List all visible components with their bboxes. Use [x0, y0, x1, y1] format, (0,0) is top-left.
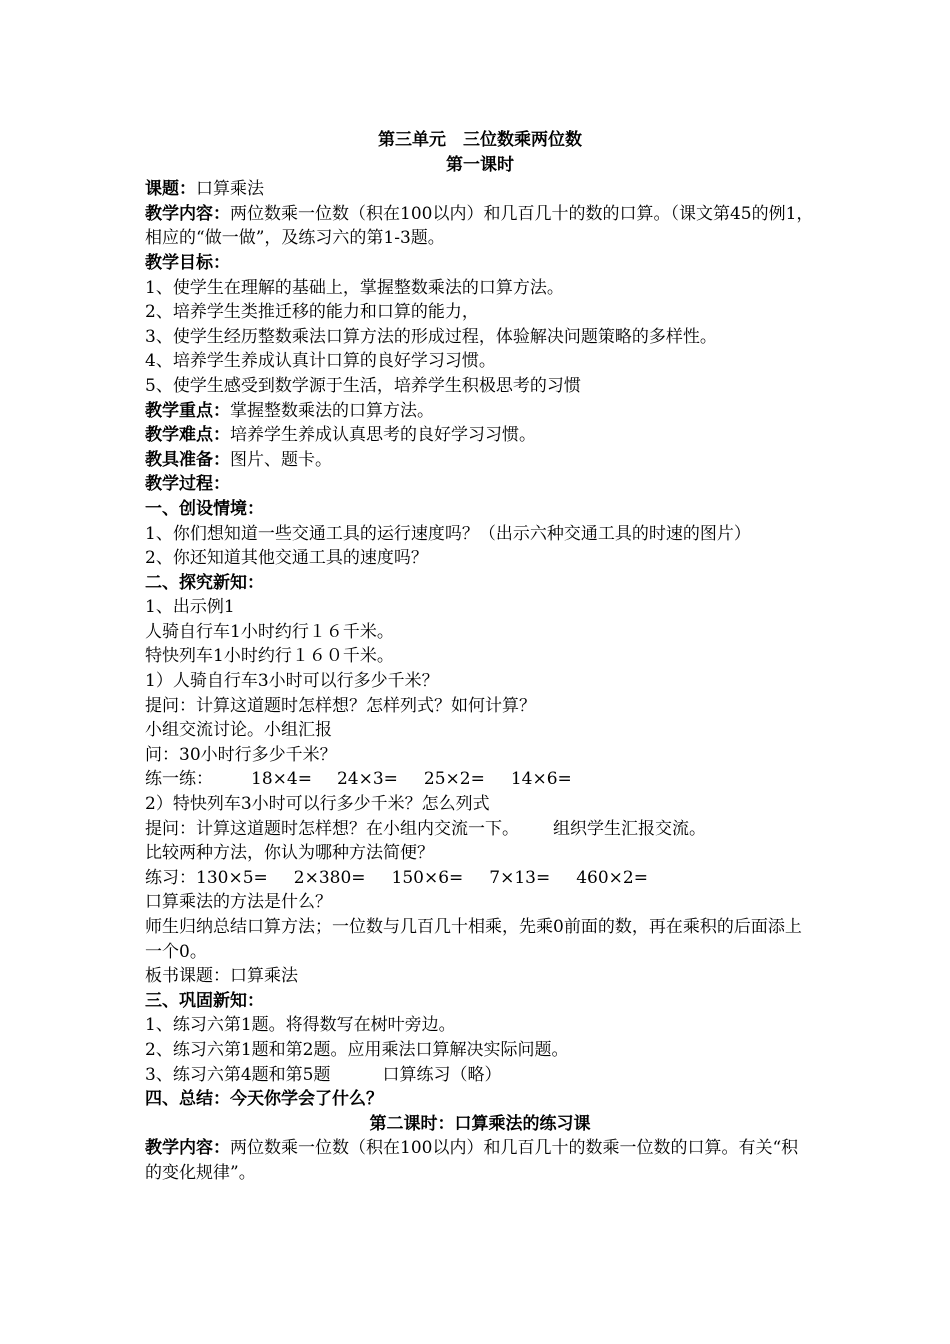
prompt-line: 提问：计算这道题时怎样想？怎样列式？如何计算？ [145, 695, 536, 716]
content-label: 教学内容： [145, 203, 230, 224]
exercise-line [145, 1063, 815, 1088]
prompt-text: 提问：计算这道题时怎样想？在小组内交流一下。 [145, 818, 519, 839]
practice2-label: 练习： [145, 867, 196, 888]
lesson2-content-label: 教学内容： [145, 1138, 230, 1159]
practice2-item: 2×380= [293, 867, 366, 888]
content-text: 两位数乘一位数（积在100以内）和几百几十的数的口算。（课文第45的例1，相应的“做一做”，及练习六的第1-3题。 [145, 203, 814, 249]
tools-line [145, 448, 815, 473]
exercise-line: 2、练习六第1题和第2题。应用乘法口算解决实际问题。 [145, 1039, 569, 1060]
bicycle-speed-line: 人骑自行车1小时约行１６千米。 [145, 621, 394, 642]
content-paragraph [145, 202, 815, 251]
key-point-text: 掌握整数乘法的口算方法。 [230, 400, 434, 421]
practice1-label: 练一练： [145, 769, 213, 790]
compare-line: 比较两种方法，你认为哪种方法简便？ [145, 843, 434, 864]
key-point-label: 教学重点： [145, 400, 230, 421]
lesson2-content-paragraph [145, 1136, 815, 1185]
process-heading: 教学过程： [145, 474, 230, 495]
difficulty-text: 培养学生养成认真思考的良好学习习惯。 [230, 425, 536, 446]
bicycle-question: 1）人骑自行车3小时可以行多少千米？ [145, 671, 439, 692]
practice2-item: 130×5= [196, 867, 268, 888]
key-point-line [145, 399, 815, 424]
practice1-item: 24×3= [336, 769, 398, 790]
section3-heading: 三、巩固新知： [145, 990, 264, 1011]
practice1-item: 18×4= [251, 769, 312, 790]
topic-text: 口算乘法 [196, 179, 264, 200]
topic-line [145, 177, 815, 202]
practice2-line [145, 866, 815, 891]
goal-item: 1、使学生在理解的基础上，掌握整数乘法的口算方法。 [145, 277, 564, 298]
method-question: 口算乘法的方法是什么？ [145, 892, 332, 913]
prompt-line-2 [145, 817, 815, 842]
practice2-item: 7×13= [489, 867, 551, 888]
question-line: 问：30小时行多少千米？ [145, 744, 337, 765]
difficulty-label: 教学难点： [145, 425, 230, 446]
tools-text: 图片、题卡。 [230, 449, 332, 470]
train-question: 2）特快列车3小时可以行多少千米？怎么列式 [145, 794, 490, 815]
goal-item: 4、培养学生养成认真计口算的良好学习习惯。 [145, 351, 496, 372]
difficulty-line [145, 423, 815, 448]
section1-question1: 1、你们想知道一些交通工具的运行速度吗？（出示六种交通工具的时速的图片） [145, 523, 751, 544]
practice2-item: 460×2= [576, 867, 648, 888]
lesson1-title: 第一课时 [446, 154, 514, 175]
practice1-item: 25×2= [423, 769, 485, 790]
example-line: 1、出示例1 [145, 597, 235, 618]
practice1-line [145, 767, 815, 792]
document-body [145, 128, 815, 1186]
section1-question2: 2、你还知道其他交通工具的速度吗？ [145, 548, 428, 569]
unit-title: 第三单元 三位数乘两位数 [378, 130, 582, 150]
section2-heading: 二、探究新知： [145, 572, 264, 593]
tools-label: 教具准备： [145, 449, 230, 470]
summary-paragraph: 师生归纳总结口算方法；一位数与几百几十相乘，先乘0前面的数，再在乘积的后面添上一个0。 [145, 917, 802, 962]
topic-label: 课题： [145, 179, 196, 200]
lesson2-title: 第二课时：口算乘法的练习课 [369, 1113, 591, 1134]
goals-heading: 教学目标： [145, 252, 230, 273]
exercise-line: 1、练习六第1题。将得数写在树叶旁边。 [145, 1015, 456, 1036]
group-discussion-line: 小组交流讨论。小组汇报 [145, 720, 332, 741]
exercise-text: 3、练习六第4题和第5题 [145, 1064, 331, 1085]
section4-heading: 四、总结：今天你学会了什么？ [145, 1089, 383, 1110]
goal-item: 2、培养学生类推迁移的能力和口算的能力， [145, 302, 479, 323]
board-title-line: 板书课题：口算乘法 [145, 966, 298, 987]
train-speed-line: 特快列车1小时约行１６０千米。 [145, 646, 394, 667]
report-text: 组织学生汇报交流。 [553, 818, 706, 839]
goal-item: 3、使学生经历整数乘法口算方法的形成过程，体验解决问题策略的多样性。 [145, 326, 717, 347]
oral-practice-text: 口算练习（略） [382, 1064, 502, 1085]
practice2-item: 150×6= [391, 867, 464, 888]
lesson2-content-text: 两位数乘一位数（积在100以内）和几百几十的数乘一位数的口算。有关“积的变化规律”。 [145, 1138, 799, 1183]
goal-item: 5、使学生感受到数学源于生活，培养学生积极思考的习惯 [145, 375, 581, 396]
practice1-item: 14×6= [510, 769, 572, 790]
section1-heading: 一、创设情境： [145, 498, 264, 519]
